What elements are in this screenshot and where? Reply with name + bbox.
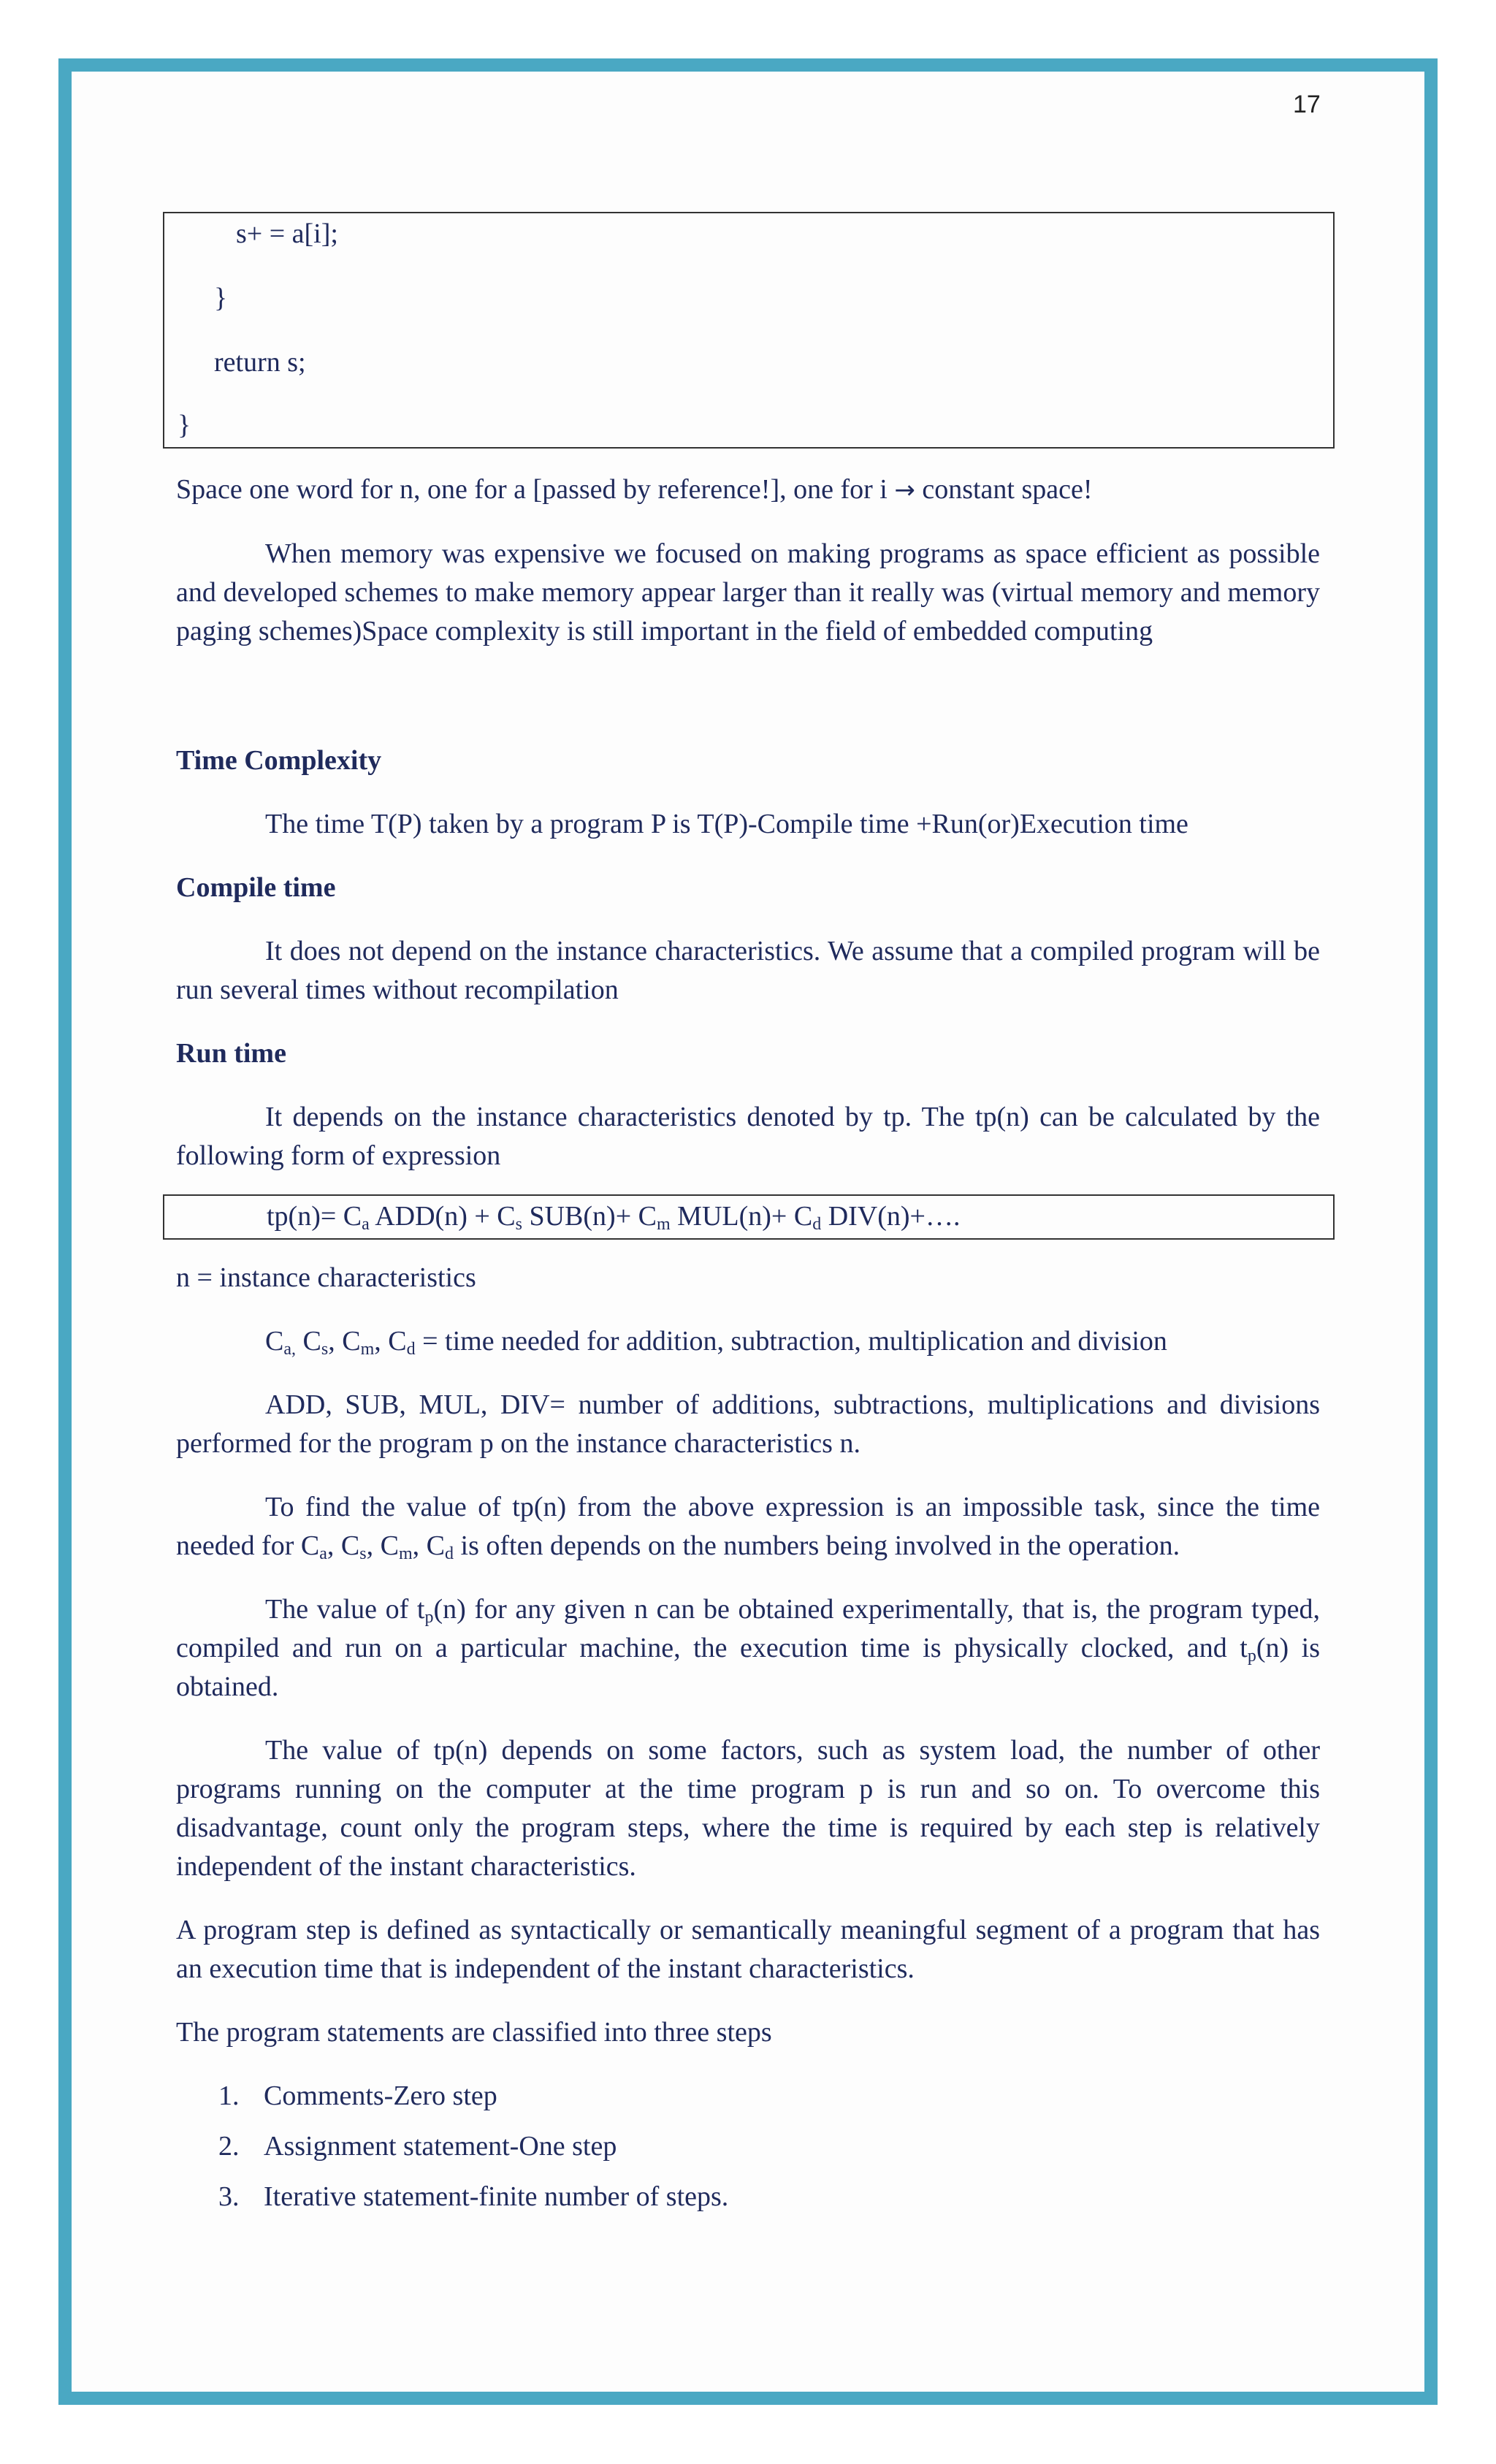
run-time-text: It depends on the instance characteristics denoted by tp. The tp(n) can be calculated by the following form of expression <box>176 1102 1320 1171</box>
code-line-return: return s; <box>214 347 306 378</box>
list-item: 1. Comments-Zero step <box>218 2080 497 2111</box>
run-time-heading: Run time <box>176 1038 286 1069</box>
time-complexity-heading: Time Complexity <box>176 745 382 776</box>
code-block <box>163 212 1335 449</box>
memory-paragraph: When memory was expensive we focused on making programs as space efficient as possible and developed schemes to make memory appear larger than it really was (virtual memory and memory paging schemes)Space complexity is still important in the field of embedded computing <box>176 538 1320 646</box>
classification-intro: The program statements are classified into three steps <box>176 2017 772 2048</box>
list-item: 2. Assignment statement-One step <box>218 2131 617 2162</box>
page-content <box>176 212 1320 2228</box>
list-item: 3. Iterative statement-finite number of steps. <box>218 2181 729 2212</box>
page-number: 17 <box>1293 91 1321 118</box>
space-note: Space one word for n, one for a [passed by reference!], one for i → constant space! <box>176 474 1093 505</box>
operations-definition: ADD, SUB, MUL, DIV= number of additions, subtractions, multiplications and divisions performed for the program p on the instance characteristics n. <box>176 1389 1320 1459</box>
right-arrow-icon: → <box>894 476 915 505</box>
time-complexity-text: The time T(P) taken by a program P is T(P)-Compile time +Run(or)Execution time <box>265 809 1188 839</box>
code-line-close-brace: } <box>214 283 228 313</box>
compile-time-heading: Compile time <box>176 872 336 903</box>
program-step-paragraph: A program step is defined as syntactically or semantically meaningful segment of a program that has an execution time that is independent of the instant characteristics. <box>176 1915 1320 1984</box>
code-line-accumulate: s+ = a[i]; <box>236 218 338 249</box>
constants-definition: $C_{a,}$ $C_s$, $C_m$, $C_d$ = time needed for addition, subtraction, multiplication and division <box>265 1326 1167 1359</box>
factors-paragraph: The value of tp(n) depends on some factors, such as system load, the number of other programs running on the computer at the time program p is run and so on. To overcome this disadvantage, count only the program steps, where the time is required by each step is relatively independent of the instant characteristics. <box>176 1735 1320 1882</box>
compile-time-text: It does not depend on the instance characteristics. We assume that a compiled program will be run several times without recompilation <box>176 936 1320 1005</box>
n-definition: n = instance characteristics <box>176 1262 476 1293</box>
runtime-formula-box: $tp(n)= C_a$ $ADD(n) + C_s$ $SUB(n)+ C_m$ $MUL(n)+ C_d$ DIV(n)+…. <box>163 1194 1335 1240</box>
impossible-task-paragraph: To find the value of tp(n) from the above expression is an impossible task, since the time needed for $C_a$, $C_s$, $C_m$, $C_d$ is often depends on the numbers being involved in the operation. <box>176 1492 1320 1563</box>
experimental-paragraph: The value of $t_p(n)$ for any given n can be obtained experimentally, that is, the program typed, compiled and run on a particular machine, the execution time is physically clocked, and $t_p(n)$ is obtained. <box>176 1594 1320 1702</box>
steps-list <box>176 2077 1320 2216</box>
code-line-function-end: } <box>178 410 191 440</box>
